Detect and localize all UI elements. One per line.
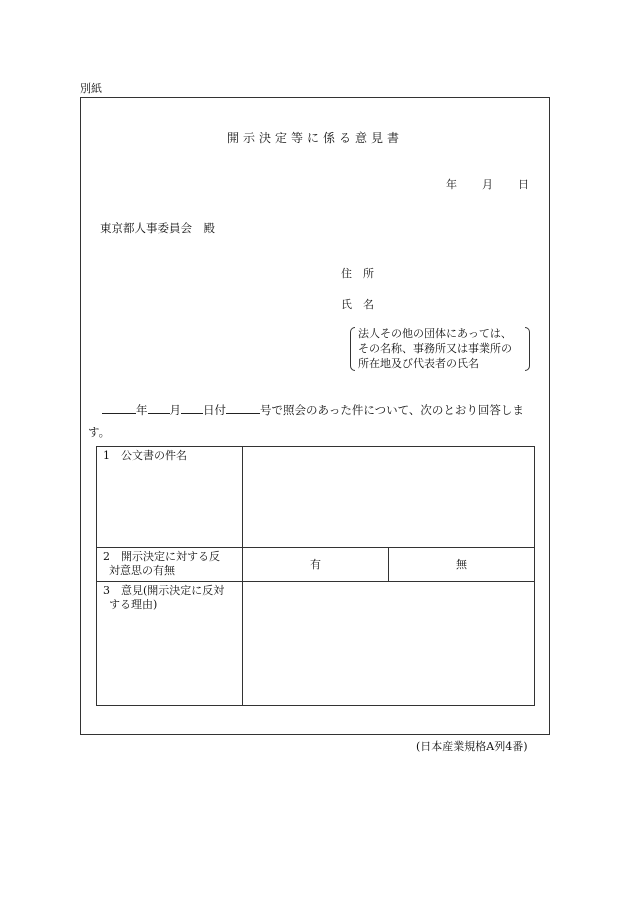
address-label: 住 所 [341, 267, 374, 280]
table-row [97, 548, 535, 582]
name-label: 氏 名 [341, 298, 374, 311]
date-day: 日 [518, 178, 529, 191]
blank-month-field[interactable] [148, 402, 170, 414]
addressee: 東京都人事委員会 殿 [100, 221, 215, 235]
objection-label-line1: 2 開示決定に対する反 [103, 550, 220, 563]
opinion-field[interactable] [243, 582, 535, 706]
subject-label: 1 公文書の件名 [97, 447, 243, 548]
blank-year-field[interactable] [102, 402, 136, 414]
blank-day-field[interactable] [181, 402, 203, 414]
opinion-label-line1: 3 意見(開示決定に反対 [103, 584, 225, 597]
corporate-note [350, 325, 530, 371]
statement-text: 号で照会のあった件について、次のとおり回答しま [260, 403, 524, 417]
date-year: 年 [446, 178, 457, 191]
corporate-note-line: 法人その他の団体にあっては、 [358, 327, 512, 340]
bracket-right [525, 327, 530, 371]
date-month: 月 [482, 178, 493, 191]
subject-field[interactable] [243, 447, 535, 548]
corporate-note-line: その名称、事務所又は事業所の [358, 342, 512, 355]
opinion-table [96, 446, 535, 706]
objection-no-cell[interactable]: 無 [389, 548, 535, 582]
objection-label-line2: 対意思の有無 [109, 564, 175, 577]
table-row [97, 447, 535, 548]
blank-number-field[interactable] [226, 402, 260, 414]
opinion-label [97, 582, 243, 706]
statement-month: 月 [169, 403, 181, 417]
statement-day: 日付 [203, 403, 226, 417]
bracket-left [350, 327, 355, 371]
corporate-note-line: 所在地及び代表者の氏名 [358, 357, 479, 370]
attachment-label: 別紙 [80, 82, 102, 95]
objection-yes-cell[interactable]: 有 [243, 548, 389, 582]
objection-label [97, 548, 243, 582]
statement-year: 年 [136, 403, 148, 417]
statement-continuation: す。 [88, 425, 111, 439]
statement-line [102, 402, 524, 418]
page-title: 開示決定等に係る意見書 [226, 131, 403, 145]
opinion-label-line2: する理由) [109, 598, 158, 611]
table-row [97, 582, 535, 706]
footer-note: (日本産業規格A列4番) [416, 740, 528, 753]
